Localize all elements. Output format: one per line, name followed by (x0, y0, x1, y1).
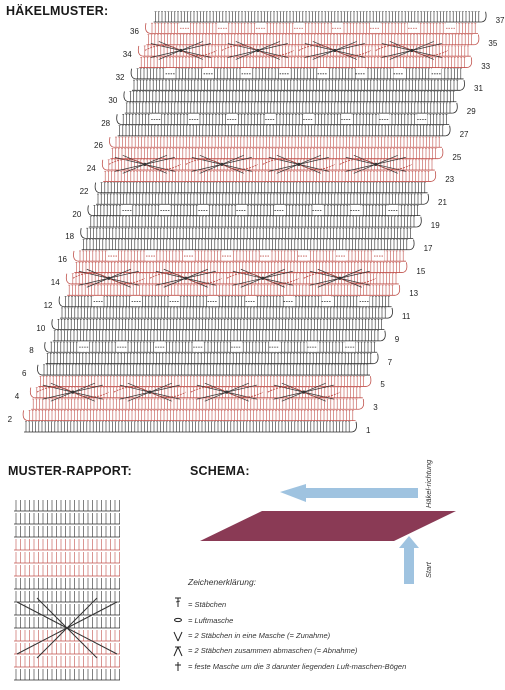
repeat-row (14, 578, 120, 589)
row-number: 5 (380, 380, 385, 390)
row-number: 2 (7, 414, 13, 424)
schema-heading: SCHEMA: (190, 464, 250, 478)
chart-row (131, 68, 464, 79)
flower-motif (191, 383, 263, 401)
row-number: 14 (50, 277, 60, 287)
row-number: 37 (495, 16, 505, 25)
chart-row (139, 57, 472, 67)
row-number: 36 (130, 27, 139, 37)
row-number: 1 (366, 426, 371, 435)
row-number: 13 (409, 289, 419, 299)
chart-row (88, 205, 421, 216)
row-number: 9 (394, 334, 400, 344)
repeat-row (14, 656, 120, 667)
legend-text-decrease: = 2 Stäbchen zusammen abmaschen (= Abnahme) (188, 646, 358, 655)
sc-icon (175, 662, 181, 671)
legend-item-increase (188, 631, 418, 640)
chart-row (52, 319, 385, 329)
chart-row (82, 240, 415, 250)
repeat-row (14, 630, 120, 641)
chart-row (46, 353, 379, 363)
repeat-row (14, 669, 120, 680)
flower-motif (227, 269, 299, 287)
start-label: Start (424, 562, 433, 578)
row-number: 3 (373, 403, 378, 413)
legend-item-sc (188, 662, 418, 671)
row-number: 11 (402, 312, 411, 322)
legend-text-increase: = 2 Stäbchen in eine Masche (= Zunahme) (188, 631, 331, 640)
schema-drawing (200, 484, 456, 584)
legend-item-chain (188, 616, 418, 625)
flower-motif (263, 155, 335, 173)
chart-row (146, 23, 479, 34)
repeat-row (14, 591, 120, 602)
schema-parallelogram (200, 511, 456, 541)
row-number: 18 (65, 232, 75, 242)
flower-motif (376, 41, 448, 59)
chart-row (124, 91, 457, 101)
repeat-row (14, 539, 120, 550)
row-number: 21 (438, 198, 447, 208)
legend-icons (174, 598, 182, 671)
chart-row (118, 126, 451, 136)
row-number: 10 (36, 323, 46, 333)
chart-row (117, 114, 450, 125)
chart-row (89, 217, 422, 227)
row-number: 15 (416, 266, 426, 276)
chart-row (110, 137, 443, 147)
row-number: 22 (79, 186, 89, 196)
row-number: 20 (72, 209, 82, 219)
flower-motif (299, 41, 371, 59)
repeat-row (14, 513, 120, 524)
pattern-rows (23, 12, 486, 432)
row-number: 34 (122, 50, 132, 60)
repeat-row (14, 552, 120, 563)
dc-icon (175, 598, 181, 607)
repeat-heading: MUSTER-RAPPORT: (8, 464, 132, 478)
pattern-heading: HÄKELMUSTER: (6, 4, 109, 18)
flower-motif (268, 383, 340, 401)
chart-row (154, 12, 487, 22)
row-number: 7 (387, 357, 393, 367)
row-number: 24 (86, 164, 96, 174)
direction-arrow (280, 484, 418, 502)
chart-row (31, 399, 364, 409)
flower-motif (340, 155, 412, 173)
row-number: 35 (488, 38, 498, 48)
legend-text-chain: = Luftmasche (188, 616, 234, 625)
row-number: 4 (14, 391, 20, 401)
legend-text-sc: = feste Masche um die 3 darunter liegenden Luft-maschen-Bögen (188, 662, 407, 671)
chart-row (38, 365, 371, 375)
row-number: 17 (423, 243, 433, 253)
chart-row (103, 171, 436, 181)
row-number: 30 (108, 95, 118, 105)
repeat-row (14, 500, 120, 511)
chart-row (125, 103, 458, 113)
row-number: 26 (94, 141, 103, 151)
chart-row (53, 331, 386, 341)
chart-row (95, 183, 428, 193)
chart-row (132, 80, 465, 90)
increase-icon (174, 632, 182, 641)
repeat-chart (14, 500, 120, 680)
repeat-row (14, 617, 120, 628)
chart-row (59, 296, 392, 307)
chart-row (24, 422, 357, 432)
row-number: 23 (445, 175, 455, 185)
row-number: 19 (430, 221, 440, 230)
chart-row (81, 228, 414, 238)
row-number: 32 (115, 72, 125, 82)
legend-text-dc: = Stäbchen (188, 600, 227, 609)
repeat-row (14, 526, 120, 537)
row-number: 33 (481, 61, 491, 71)
flower-motif (304, 269, 376, 287)
legend-item-dc (188, 600, 418, 609)
direction-label: Häkel-richtung (424, 459, 433, 508)
row-number: 28 (101, 118, 111, 128)
row-number: 16 (58, 255, 67, 265)
chart-row (45, 342, 378, 353)
repeat-row (14, 565, 120, 576)
row-number: 29 (466, 107, 476, 117)
chart-row (60, 308, 393, 318)
repeat-row (14, 604, 120, 615)
row-number: 8 (29, 346, 34, 356)
row-number: 12 (43, 300, 53, 310)
chart-row (67, 285, 400, 295)
row-number: 6 (22, 369, 27, 379)
chart-row (23, 410, 356, 420)
chart-row (96, 194, 429, 204)
row-number: 31 (474, 84, 483, 94)
start-arrow (399, 536, 419, 584)
row-number: 27 (459, 129, 469, 139)
decrease-icon (174, 647, 182, 656)
chart-row (74, 250, 407, 261)
repeat-row (14, 643, 120, 654)
chain-icon (175, 618, 182, 621)
row-number: 25 (452, 152, 462, 162)
legend-item-decrease (188, 646, 418, 655)
legend-title: Zeichenerklärung: (188, 577, 257, 587)
